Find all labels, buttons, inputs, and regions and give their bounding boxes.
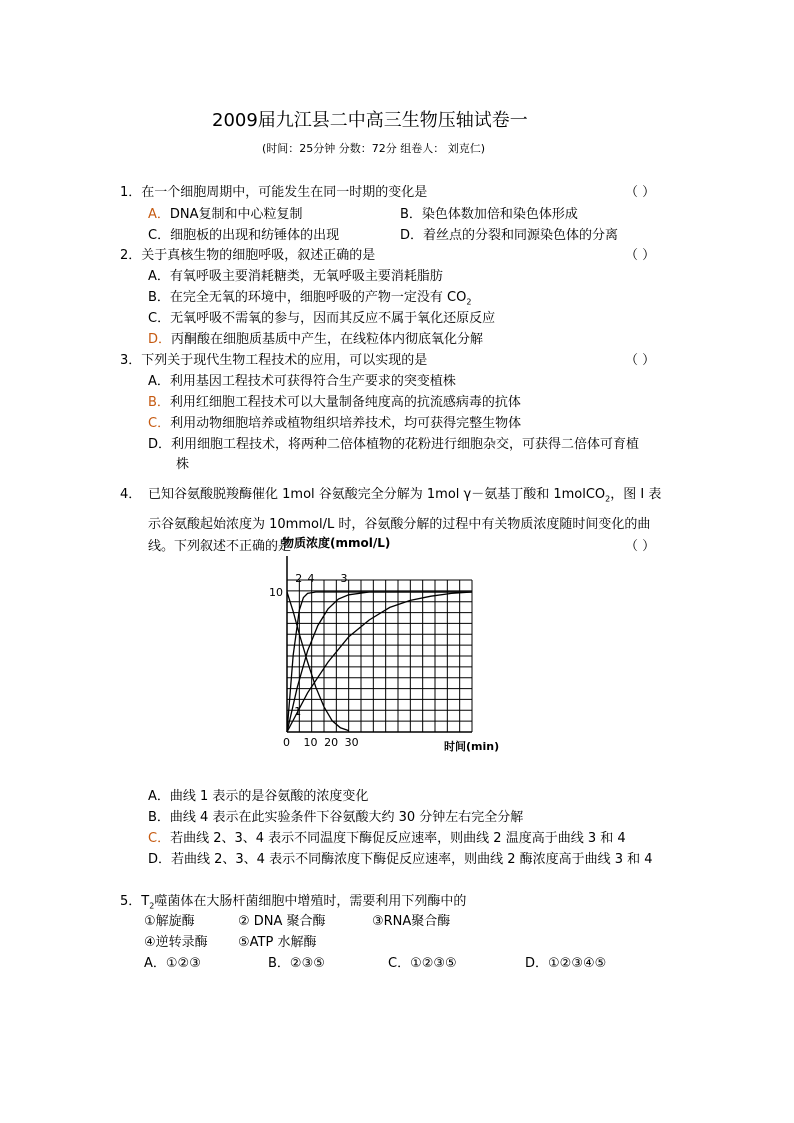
q4-option-b: B．曲线 4 表示在此实验条件下谷氨酸大约 30 分钟左右完全分解 xyxy=(148,810,524,825)
q5-item-3: ③RNA聚合酶 xyxy=(372,914,451,929)
q4-option-c: C．若曲线 2、3、4 表示不同温度下酶促反应速率，则曲线 2 温度高于曲线 3 和 4 xyxy=(148,831,626,846)
q5-item-4: ④逆转录酶 xyxy=(144,935,208,950)
q4-option-a: A．曲线 1 表示的是谷氨酸的浓度变化 xyxy=(148,789,369,804)
x-tick-label: 10 xyxy=(303,736,318,749)
q5-option-b: B．②③⑤ xyxy=(268,956,325,971)
q1-stem: 1．在一个细胞周期中，可能发生在同一时期的变化是 xyxy=(120,185,428,200)
q4-number: 4． xyxy=(120,487,142,502)
q1-option-c: C．细胞板的出现和纺锤体的出现 xyxy=(148,228,340,243)
y-tick-label: 10 xyxy=(269,586,283,599)
q4-stem-line3: 线。下列叙述不正确的是 xyxy=(148,539,292,554)
q5-item-2: ② DNA 聚合酶 xyxy=(238,914,326,929)
q3-option-d-continued: 株 xyxy=(176,457,190,472)
q2-option-a: A．有氧呼吸主要消耗糖类，无氧呼吸主要消耗脂肪 xyxy=(148,269,443,284)
q5-option-a: A．①②③ xyxy=(144,956,201,971)
q2-answer-blank: （ ） xyxy=(625,248,656,263)
series-label-1: 1 xyxy=(294,705,302,719)
series-label-4: 4 xyxy=(307,572,315,586)
series-label-3: 3 xyxy=(340,572,348,586)
x-axis-label: 时间(min) xyxy=(444,740,500,753)
q3-option-b: B．利用红细胞工程技术可以大量制备纯度高的抗流感病毒的抗体 xyxy=(148,395,521,410)
exam-info: (时间：25分钟 分数：72分 组卷人： 刘克仁) xyxy=(262,142,486,155)
q3-option-d: D．利用细胞工程技术，将两种二倍体植物的花粉进行细胞杂交，可获得二倍体可育植 xyxy=(148,437,640,452)
y-axis-label: 物质浓度(mmol/L) xyxy=(282,536,391,550)
q5-option-d: D．①②③④⑤ xyxy=(525,956,607,971)
q2-option-c: C．无氧呼吸不需氧的参与，因而其反应不属于氧化还原反应 xyxy=(148,311,496,326)
series-label-2: 2 xyxy=(295,572,303,586)
q2-option-b: B．在完全无氧的环境中，细胞呼吸的产物一定没有 $CO_2$ xyxy=(148,290,472,307)
q2-option-d: D．丙酮酸在细胞质基质中产生，在线粒体内彻底氧化分解 xyxy=(148,332,484,347)
page-title: 2009届九江县二中高三生物压轴试卷一 xyxy=(212,110,528,131)
q3-option-a: A．利用基因工程技术可获得符合生产要求的突变植株 xyxy=(148,374,456,389)
chart-labels xyxy=(269,572,359,749)
q3-answer-blank: （ ） xyxy=(625,353,656,368)
x-tick-label: 0 xyxy=(283,736,290,749)
q1-option-a: A．DNA复制和中心粒复制 xyxy=(148,207,303,222)
q2-stem: 2．关于真核生物的细胞呼吸，叙述正确的是 xyxy=(120,248,376,263)
q1-option-d: D．着丝点的分裂和同源染色体的分离 xyxy=(400,228,619,243)
q5-item-1: ①解旋酶 xyxy=(144,914,195,929)
x-tick-label: 30 xyxy=(344,736,359,749)
q5-item-5: ⑤ATP 水解酶 xyxy=(238,935,317,950)
q4-figure xyxy=(262,532,512,758)
q3-stem: 3．下列关于现代生物工程技术的应用，可以实现的是 xyxy=(120,353,428,368)
q4-answer-blank: （ ） xyxy=(625,539,656,554)
q4-stem-line2: 示谷氨酸起始浓度为 10mmol/L 时，谷氨酸分解的过程中有关物质浓度随时间变化的曲 xyxy=(148,517,651,532)
q4-option-d: D．若曲线 2、3、4 表示不同酶浓度下酶促反应速率，则曲线 2 酶浓度高于曲线 3 和 4 xyxy=(148,852,653,867)
q1-option-b: B．染色体数加倍和染色体形成 xyxy=(400,207,578,222)
chart-grid xyxy=(287,556,472,732)
q5-option-c: C．①②③⑤ xyxy=(388,956,457,971)
q1-answer-blank: （ ） xyxy=(625,185,656,200)
q3-option-c: C．利用动物细胞培养或植物组织培养技术，均可获得完整生物体 xyxy=(148,416,522,431)
x-tick-label: 20 xyxy=(324,736,339,749)
q5-stem: 5．$T_2$噬菌体在大肠杆菌细胞中增殖时，需要利用下列酶中的 xyxy=(120,894,467,911)
q4-stem-line1: 已知谷氨酸脱羧酶催化 1mol 谷氨酸完全分解为 1mol γ－氨基丁酸和 1molCO$_2$，图 I 表 xyxy=(148,487,662,504)
